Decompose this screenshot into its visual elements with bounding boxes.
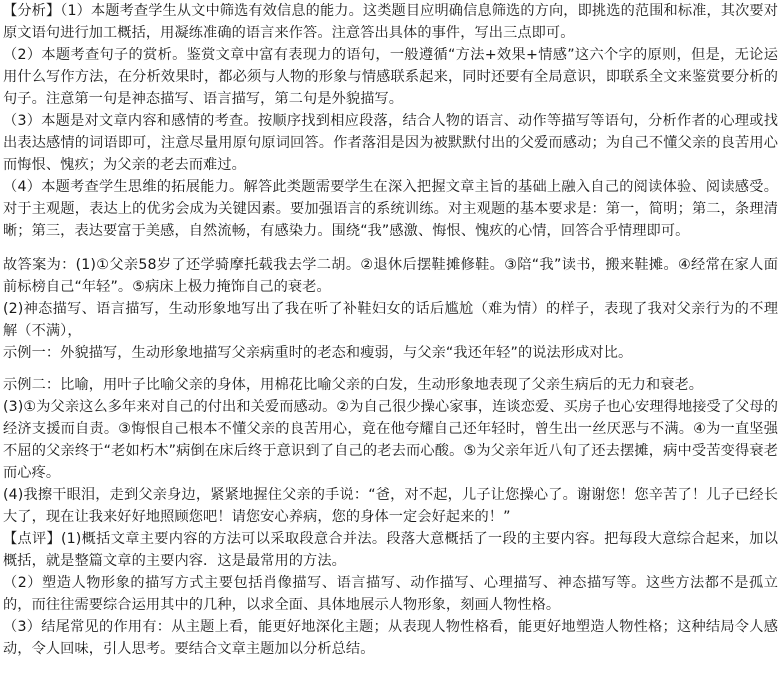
analysis-paragraph-4: （4）本题考查学生思维的拓展能力。解答此类题需要学生在深入把握文章主旨的基础上融入自己的阅读体验、阅读感受。对于主观题，表达上的优劣会成为关键因素。要加强语言的系统训练。对主观题的基本要求是：第一，简明；第二，条理清晰；第三，表达要富于美感，自然流畅，有感染力。围绕“我”感激、悔恨、愧疚的心情，回答合乎情理即可。 (3, 179, 778, 239)
analysis-paragraph-3: （3）本题是对文章内容和感情的考查。按顺序找到相应段落，结合人物的语言、动作等描写等语句，分析作者的心理或找出表达感情的词语即可，注意尽量用原句原词回答。作者落泪是因为被默默付出的父爱而感动；为自己不懂父亲的良苦用心而悔恨、愧疚；为父亲的老去而难过。 (3, 113, 778, 173)
comment-paragraph-1: 【点评】(1)概括文章主要内容的方法可以采取段意合并法。段落大意概括了一段的主要内容。把每段大意综合起来，加以概括，就是整篇文章的主要内容．这是最常用的方法。 (3, 531, 778, 569)
answer-section (3, 254, 778, 528)
spacer (3, 364, 778, 374)
analysis-section (3, 0, 778, 242)
spacer (3, 242, 778, 254)
answer-part-1: 故答案为：(1)①父亲58岁了还学骑摩托载我去学二胡。②退休后摆鞋摊修鞋。③陪“我”读书，搬来鞋摊。④经常在家人面前标榜自己“年轻”。⑤病床上极力掩饰自己的衰老。 (3, 257, 778, 295)
comment-paragraph-2: （2）塑造人物形象的描写方式主要包括肖像描写、语言描写、动作描写、心理描写、神态描写等。这些方法都不是孤立的，而往往需要综合运用其中的几种，以求全面、具体地展示人物形象，刻画人物性格。 (3, 575, 778, 613)
analysis-paragraph-2: （2）本题考查句子的赏析。鉴赏文章中富有表现力的语句，一般遵循“方法+效果+情感”这六个字的原则，但是，无论运用什么写作方法，在分析效果时，都必须与人物的形象与情感联系起来，同时还要有全局意识，即联系全文来鉴赏要分析的句子。注意第一句是神态描写、语言描写，第二句是外貌描写。 (3, 47, 778, 107)
analysis-paragraph-1: 【分析】（1）本题考查学生从文中筛选有效信息的能力。这类题目应明确信息筛选的方向，即挑选的范围和标准，其次要对原文语句进行加工概括，用凝练准确的语言来作答。注意答出具体的事件，写出三点即可。 (3, 3, 778, 41)
answer-part-2: (2)神态描写、语言描写，生动形象地写出了我在听了补鞋妇女的话后尴尬（难为情）的样子，表现了我对父亲行为的不理解（不满）， (3, 301, 778, 339)
answer-part-2-example-1: 示例一：外貌描写，生动形象地描写父亲病重时的老态和瘦弱，与父亲“我还年轻”的说法形成对比。 (3, 345, 633, 361)
answer-part-2-example-2: 示例二：比喻，用叶子比喻父亲的身体，用棉花比喻父亲的白发，生动形象地表现了父亲生病后的无力和衰老。 (3, 377, 704, 393)
comment-paragraph-3: （3）结尾常见的作用有：从主题上看，能更好地深化主题；从表现人物性格看，能更好地塑造人物性格；这种结局令人感动，令人回味，引人思考。要结合文章主题加以分析总结。 (3, 619, 778, 657)
comment-section (3, 528, 778, 660)
answer-part-4: (4)我擦干眼泪，走到父亲身边，紧紧地握住父亲的手说：“爸，对不起，儿子让您操心了。谢谢您！您辛苦了！儿子已经长大了，现在让我来好好地照顾您吧！请您安心养病，您的身体一定会好起来的！” (3, 487, 778, 525)
answer-part-3: (3)①为父亲这么多年来对自己的付出和关爱而感动。②为自己很少操心家事，连谈恋爱、买房子也心安理得地接受了父母的经济支援而自责。③悔恨自己根本不懂父亲的良苦用心，竟在他夸耀自己还年轻时，曾生出一丝厌恶与不满。④为一直坚强不屈的父亲终于“老如朽木”病倒在床后终于意识到了自己的老去而心酸。⑤为父亲年近八旬了还去摆摊，病中受苦变得衰老而心疼。 (3, 399, 778, 481)
